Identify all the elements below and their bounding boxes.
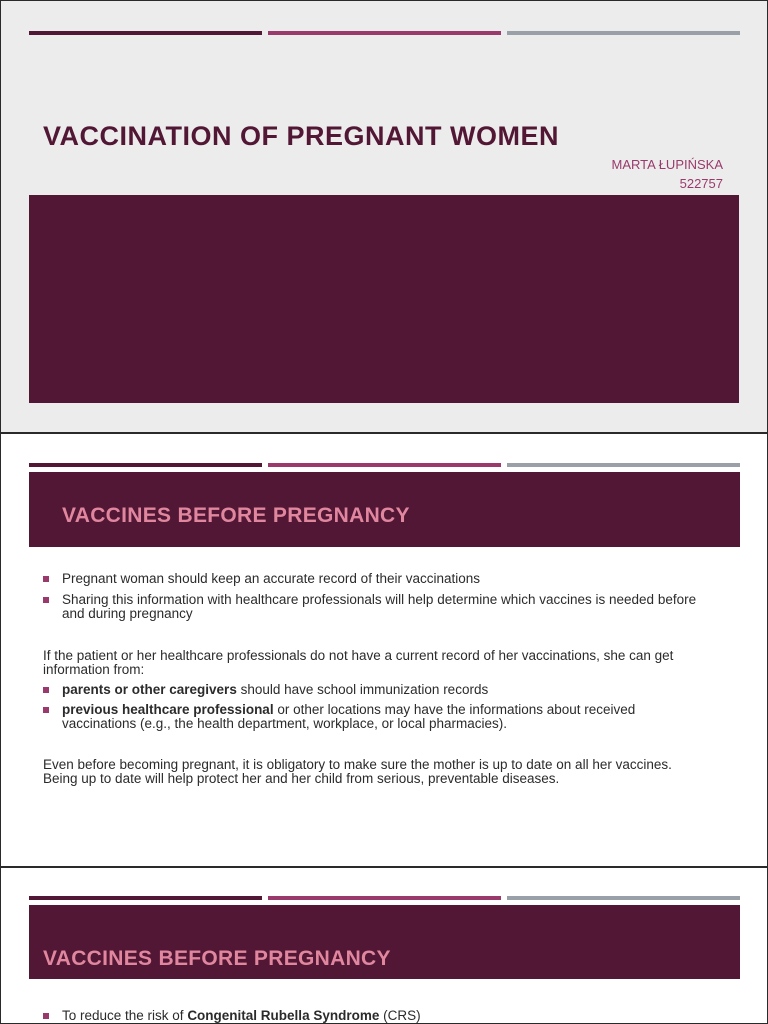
accent-bar-maroon — [29, 31, 262, 35]
bullet-square-icon — [43, 707, 49, 713]
paragraph-records: If the patient or her healthcare professionals do not have a current record of her vaccinations, she can get information from: — [43, 648, 674, 677]
title-slide — [0, 0, 768, 433]
accent-bar-maroon — [29, 463, 262, 467]
bullet-square-icon — [43, 687, 49, 693]
bullet-bold-text: previous healthcare professional — [62, 702, 274, 717]
slide-heading: VACCINES BEFORE PREGNANCY — [62, 504, 410, 527]
accent-bar-plum — [268, 463, 501, 467]
bullet-text: (CRS) — [379, 1008, 421, 1023]
bullet-bold-text: parents or other caregivers — [62, 682, 237, 697]
bullet-bold-text: Congenital Rubella Syndrome — [187, 1008, 380, 1023]
bullet-text: should have school immunization records — [236, 682, 489, 697]
bullet-text: Sharing this information with healthcare professionals will help determine which vaccines is needed before and during pregnancy — [62, 592, 697, 621]
heading-band — [29, 905, 740, 979]
paragraph-up-to-date: Even before becoming pregnant, it is obligatory to make sure the mother is up to date on all her vaccines. Being up to date will help protect her and her child from serious, preventable diseases. — [43, 757, 672, 786]
bullet-text: or other locations may have the informations about received vaccinations (e.g., the health department, workplace, or local pharmacies). — [62, 702, 636, 731]
content-slide-2 — [0, 867, 768, 1024]
accent-bar-plum — [268, 31, 501, 35]
accent-bar-gray — [507, 31, 740, 35]
bullet-text: Pregnant woman should keep an accurate record of their vaccinations — [62, 571, 480, 586]
accent-bar-plum — [268, 896, 501, 900]
accent-bar-gray — [507, 896, 740, 900]
bullet-square-icon — [43, 597, 49, 603]
content-slide-1 — [0, 433, 768, 867]
accent-bar-gray — [507, 463, 740, 467]
author-name: MARTA ŁUPIŃSKA — [611, 157, 723, 172]
slide-heading: VACCINES BEFORE PREGNANCY — [43, 947, 391, 970]
heading-band — [29, 472, 740, 547]
presentation-title: VACCINATION OF PREGNANT WOMEN — [43, 121, 559, 151]
accent-bar-maroon — [29, 896, 262, 900]
title-color-band — [29, 195, 739, 403]
student-id: 522757 — [679, 176, 723, 191]
bullet-square-icon — [43, 1013, 49, 1019]
bullet-text: To reduce the risk of — [62, 1008, 188, 1023]
bullet-square-icon — [43, 576, 49, 582]
